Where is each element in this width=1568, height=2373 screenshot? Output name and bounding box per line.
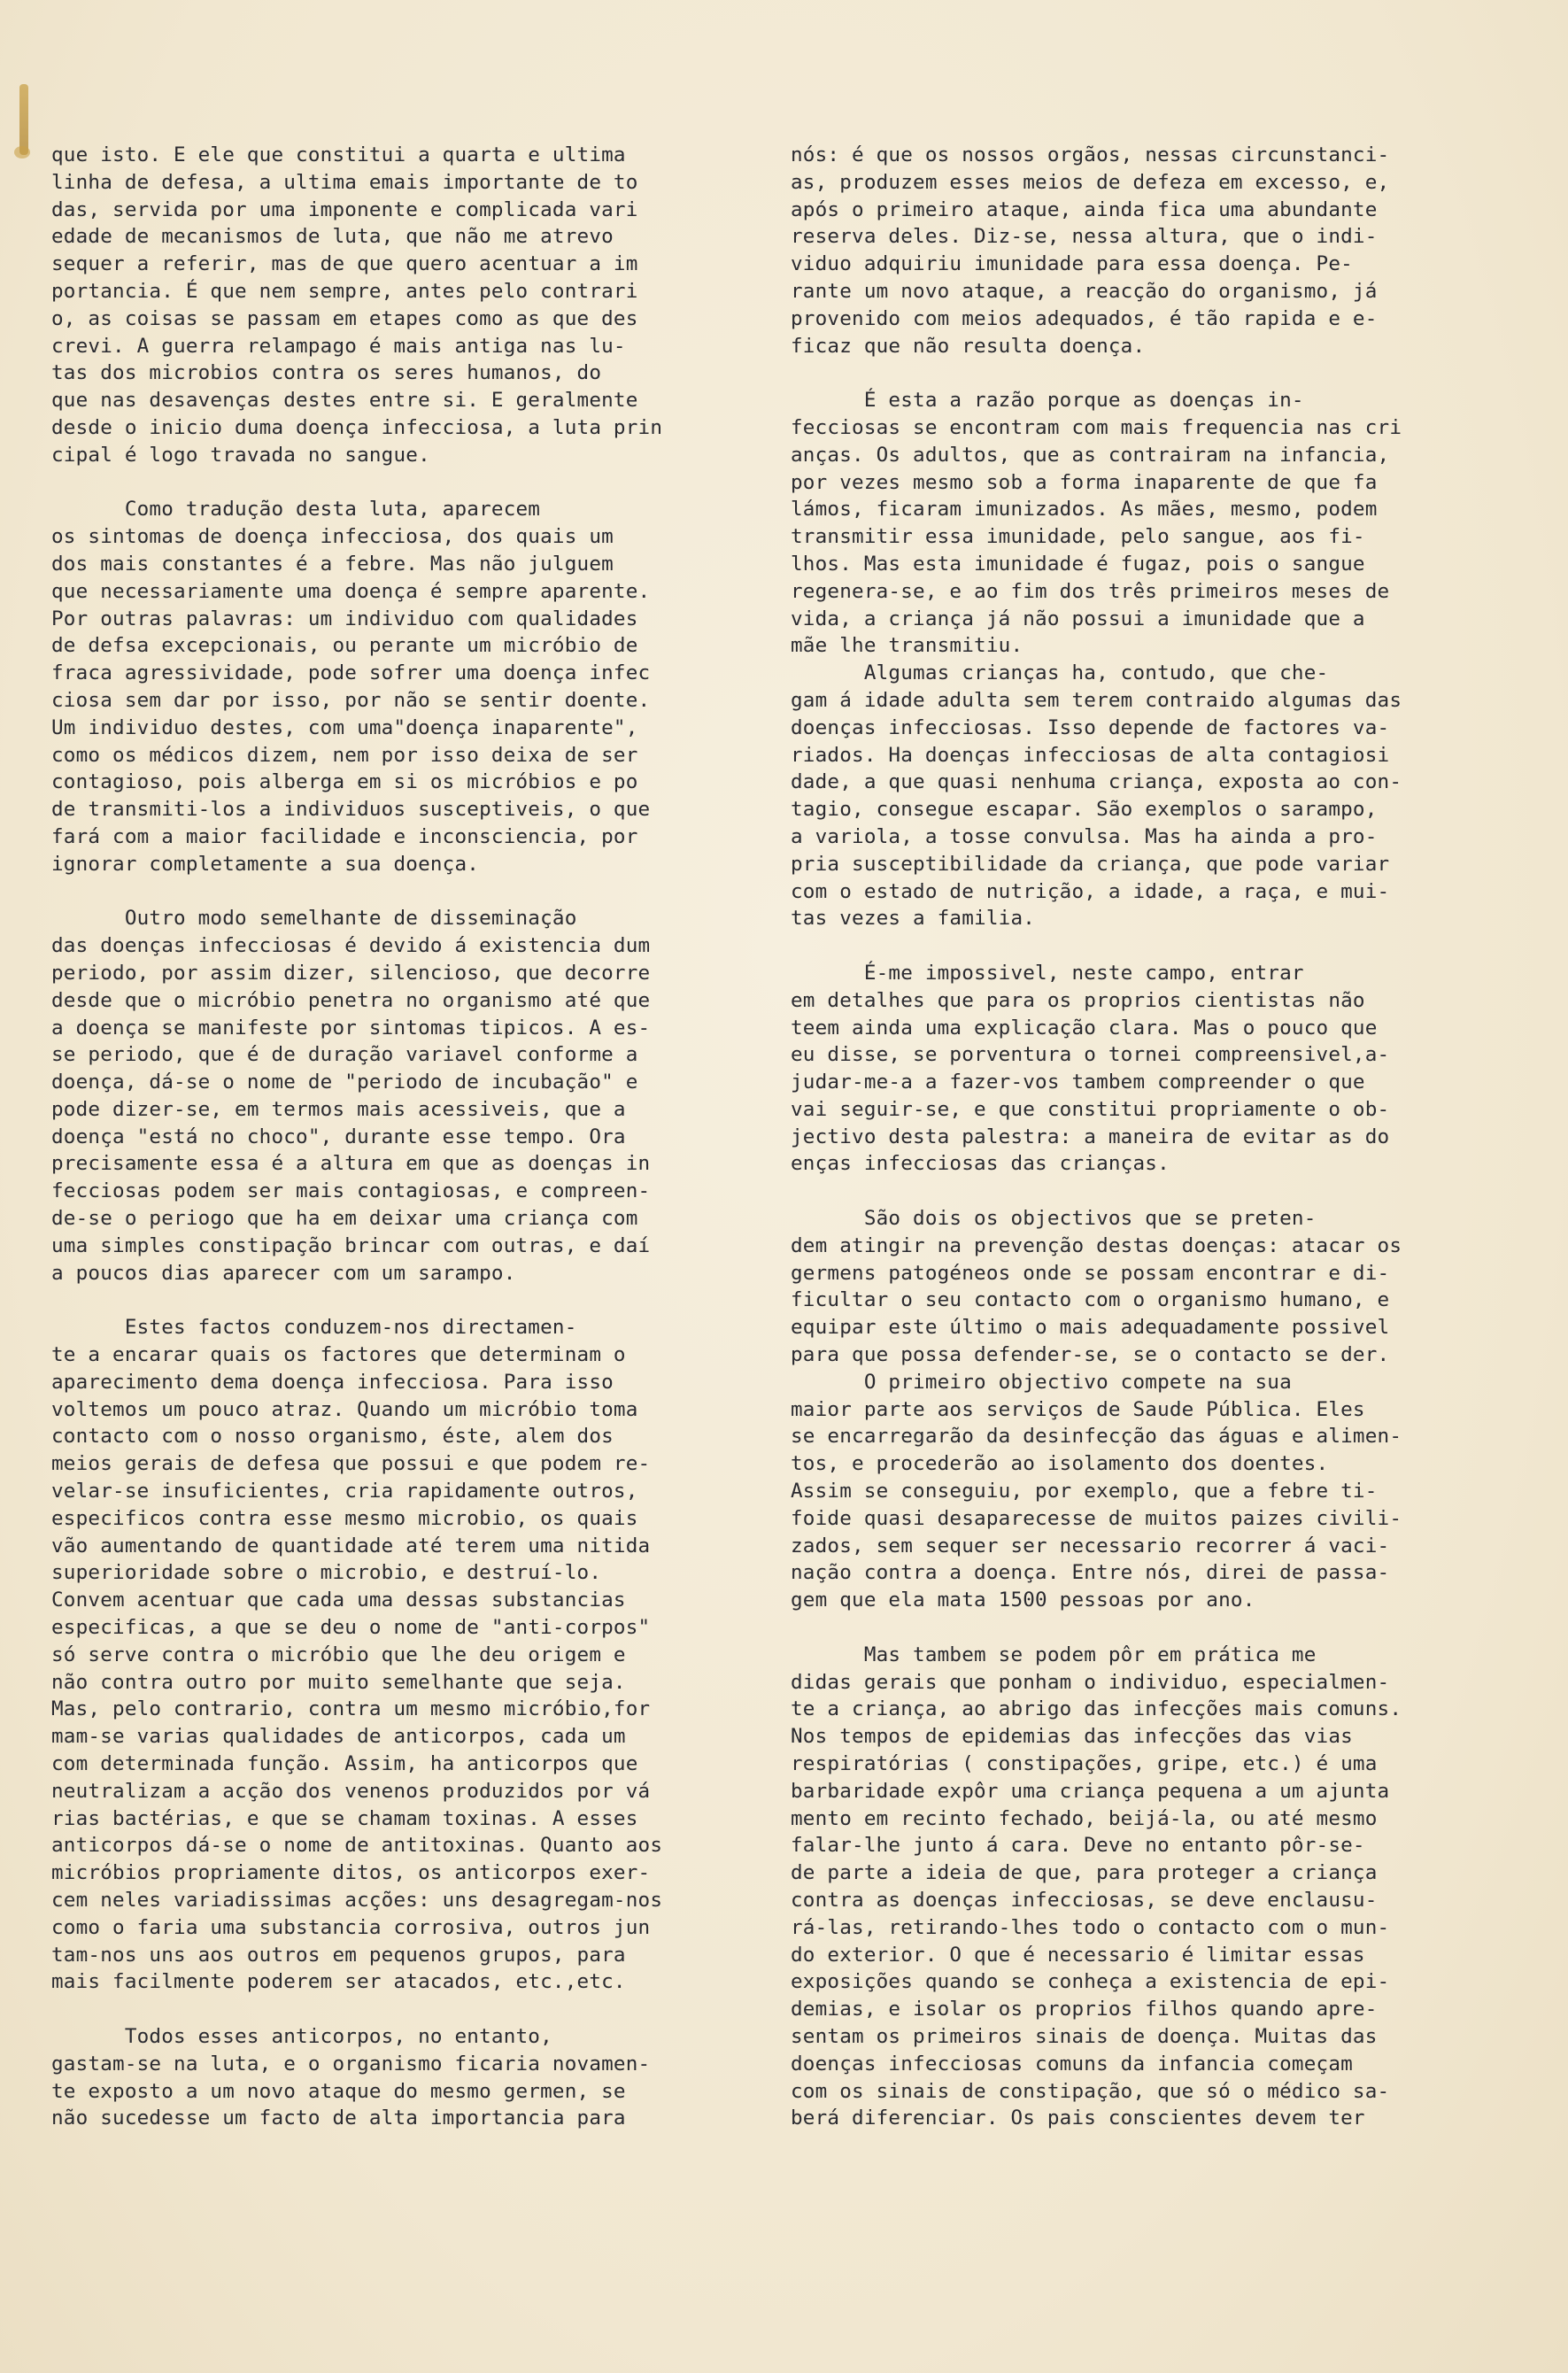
text-line: vão aumentando de quantidade até terem uma nitida	[51, 1534, 651, 1558]
text-line: os sintomas de doença infecciosa, dos quais um	[51, 525, 614, 549]
text-line: mam-se varias qualidades de anticorpos, cada um	[51, 1725, 626, 1749]
text-line: ciosa sem dar por isso, por não se sentir doente.	[51, 688, 651, 712]
text-line: que nas desavenças destes entre si. E geralmente	[51, 389, 638, 413]
text-line: periodo, por assim dizer, silencioso, que decorre	[51, 961, 651, 985]
text-line: de parte a ideia de que, para proteger a criança	[791, 1861, 1378, 1885]
text-line: nós: é que os nossos orgãos, nessas circunstanci-	[791, 143, 1390, 166]
text-line: ficaz que não resulta doença.	[791, 334, 1146, 358]
text-line	[791, 1614, 1526, 1642]
text-line: se periodo, que é de duração variavel conforme a	[51, 1043, 638, 1067]
text-line: eu disse, se porventura o tornei compreensivel,a-	[791, 1043, 1390, 1067]
text-line: fraca agressividade, pode sofrer uma doença infec	[51, 661, 651, 685]
text-line: pode dizer-se, em termos mais acessiveis, que a	[51, 1097, 626, 1121]
text-line: rante um novo ataque, a reacção do organismo, já	[791, 279, 1378, 303]
text-line: Assim se conseguiu, por exemplo, que a febre ti-	[791, 1480, 1378, 1503]
text-line: a poucos dias aparecer com um sarampo.	[51, 1261, 516, 1285]
text-line: pria susceptibilidade da criança, que pode variar	[791, 852, 1390, 876]
text-line: demias, e isolar os proprios filhos quando apre-	[791, 1998, 1378, 2021]
text-line: enças infecciosas das crianças.	[791, 1152, 1170, 1176]
text-line: É esta a razão porque as doenças in-	[791, 389, 1304, 413]
text-line: Mas, pelo contrario, contra um mesmo micróbio,for	[51, 1697, 651, 1721]
text-line: gam á idade adulta sem terem contraido algumas das	[791, 688, 1402, 712]
text-line: fará com a maior facilidade e inconsciencia, por	[51, 824, 638, 848]
text-line	[51, 1287, 760, 1314]
text-line: com os sinais de constipação, que só o médico sa-	[791, 2079, 1390, 2103]
text-line: gastam-se na luta, e o organismo ficaria novamen-	[51, 2052, 651, 2075]
text-line: São dois os objectivos que se preten-	[791, 1207, 1317, 1231]
text-line: não sucedesse um facto de alta importancia para	[51, 2106, 626, 2130]
text-line: especificas, a que se deu o nome de "anti-corpos"	[51, 1616, 651, 1640]
text-line: superioridade sobre o microbio, e destruí-lo.	[51, 1561, 602, 1585]
text-line: em detalhes que para os proprios cientistas não	[791, 988, 1365, 1012]
text-line: mãe lhe transmitiu.	[791, 634, 1023, 658]
text-line: equipar este último o mais adequadamente possivel	[791, 1316, 1390, 1340]
text-line: Como tradução desta luta, aparecem	[51, 498, 541, 522]
text-line: doença, dá-se o nome de "periodo de incubação" e	[51, 1071, 638, 1094]
text-line: exposições quando se conheça a existencia de epi-	[791, 1970, 1390, 1994]
text-line: Um individuo destes, com uma"doença inaparente",	[51, 715, 638, 739]
text-line: edade de mecanismos de luta, que não me atrevo	[51, 225, 614, 249]
text-line: precisamente essa é a altura em que as doenças in	[51, 1152, 651, 1176]
text-line: jectivo desta palestra: a maneira de evitar as do	[791, 1125, 1390, 1148]
text-line: das doenças infecciosas é devido á existencia dum	[51, 934, 651, 958]
text-line: judar-me-a a fazer-vos tambem compreender o que	[791, 1071, 1365, 1094]
text-line: doença "está no choco", durante esse tempo. Ora	[51, 1125, 626, 1148]
text-line: a doença se manifeste por sintomas tipicos. A es-	[51, 1016, 651, 1040]
text-line: barbaridade expôr uma criança pequena a um ajunta	[791, 1779, 1390, 1803]
text-line: respiratórias ( constipações, gripe, etc.) é uma	[791, 1752, 1378, 1776]
text-line: crevi. A guerra relampago é mais antiga nas lu-	[51, 334, 626, 358]
text-line: berá diferenciar. Os pais conscientes devem ter	[791, 2106, 1365, 2130]
text-line: O primeiro objectivo compete na sua	[791, 1370, 1292, 1394]
text-line: teem ainda uma explicação clara. Mas o pouco que	[791, 1016, 1378, 1040]
text-line: zados, sem sequer ser necessario recorrer á vaci-	[791, 1534, 1390, 1558]
text-line: tam-nos uns aos outros em pequenos grupos, para	[51, 1943, 626, 1967]
text-line	[791, 932, 1526, 960]
text-line: rá-las, retirando-lhes todo o contacto com o mun-	[791, 1915, 1390, 1939]
text-line	[51, 1996, 760, 2023]
text-line: meios gerais de defesa que possui e que podem re-	[51, 1452, 651, 1476]
text-line: cipal é logo travada no sangue.	[51, 443, 430, 467]
rust-stain	[19, 84, 28, 155]
text-line: neutralizam a acção dos venenos produzidos por vá	[51, 1779, 651, 1803]
text-line: transmitir essa imunidade, pelo sangue, aos fi-	[791, 525, 1365, 549]
text-line: dos mais constantes é a febre. Mas não julguem	[51, 552, 614, 576]
text-line: cem neles variadissimas acções: uns desagregam-nos	[51, 1889, 663, 1912]
text-line	[51, 469, 760, 497]
text-line: voltemos um pouco atraz. Quando um micróbio toma	[51, 1397, 638, 1421]
text-line: te a encarar quais os factores que determinam o	[51, 1343, 626, 1367]
text-line: de defsa excepcionais, ou perante um micróbio de	[51, 634, 638, 658]
text-line: que necessariamente uma doença é sempre aparente.	[51, 579, 651, 603]
text-line: É-me impossivel, neste campo, entrar	[791, 961, 1304, 985]
text-line: lhos. Mas esta imunidade é fugaz, pois o sangue	[791, 552, 1365, 576]
text-line: do exterior. O que é necessario é limitar essas	[791, 1943, 1365, 1967]
text-line: desde que o micróbio penetra no organismo até que	[51, 988, 651, 1012]
text-line: uma simples constipação brincar com outras, e daí	[51, 1233, 651, 1257]
text-line: após o primeiro ataque, ainda fica uma abundante	[791, 197, 1378, 221]
text-line: anticorpos dá-se o nome de antitoxinas. Quanto aos	[51, 1834, 663, 1858]
right-text-column	[791, 142, 1526, 2132]
text-line: regenera-se, e ao fim dos três primeiros meses de	[791, 579, 1390, 603]
text-line: mais facilmente poderem ser atacados, etc.,etc.	[51, 1970, 626, 1994]
text-line: como o faria uma substancia corrosiva, outros jun	[51, 1915, 651, 1939]
text-line: didas gerais que ponham o individuo, especialmen-	[791, 1670, 1390, 1694]
text-line: viduo adquiriu imunidade para essa doença. Pe-	[791, 252, 1353, 276]
text-line: gem que ela mata 1500 pessoas por ano.	[791, 1588, 1255, 1612]
text-line: dade, a que quasi nenhuma criança, exposta ao con-	[791, 770, 1402, 794]
text-line: para que possa defender-se, se o contacto se der.	[791, 1343, 1390, 1367]
text-line: contacto com o nosso organismo, éste, alem dos	[51, 1425, 614, 1449]
text-line: fecciosas se encontram com mais frequencia nas cri	[791, 415, 1402, 439]
text-line: fecciosas podem ser mais contagiosas, e compreen-	[51, 1179, 651, 1203]
text-line: foide quasi desaparecesse de muitos paizes civili-	[791, 1506, 1402, 1530]
text-line: o, as coisas se passam em etapes como as que des	[51, 306, 638, 330]
text-line: reserva deles. Diz-se, nessa altura, que o indi-	[791, 225, 1378, 249]
text-line: desde o inicio duma doença infecciosa, a luta prin	[51, 415, 663, 439]
text-line: portancia. É que nem sempre, antes pelo contrari	[51, 279, 638, 303]
text-line: especificos contra esse mesmo microbio, os quais	[51, 1506, 638, 1530]
text-line: por vezes mesmo sob a forma inaparente de que fa	[791, 470, 1378, 494]
text-line: com determinada função. Assim, ha anticorpos que	[51, 1752, 638, 1776]
text-line: mento em recinto fechado, beijá-la, ou até mesmo	[791, 1806, 1378, 1830]
text-line: tos, e procederão ao isolamento dos doentes.	[791, 1452, 1329, 1476]
text-line: as, produzem esses meios de defeza em excesso, e,	[791, 170, 1390, 194]
text-line: só serve contra o micróbio que lhe deu origem e	[51, 1643, 626, 1666]
text-line: contra as doenças infecciosas, se deve enclausu-	[791, 1889, 1378, 1912]
text-line: micróbios propriamente ditos, os anticorpos exer-	[51, 1861, 651, 1885]
text-line: maior parte aos serviços de Saude Pública. Eles	[791, 1397, 1365, 1421]
text-line: doenças infecciosas. Isso depende de factores va-	[791, 715, 1390, 739]
text-line: tas dos microbios contra os seres humanos, do	[51, 361, 602, 385]
text-line: Convem acentuar que cada uma dessas substancias	[51, 1588, 626, 1612]
text-line: de transmiti-los a individuos susceptiveis, o que	[51, 798, 651, 822]
text-line: provenido com meios adequados, é tão rapida e e-	[791, 306, 1378, 330]
text-line: Por outras palavras: um individuo com qualidades	[51, 607, 638, 630]
text-line	[791, 359, 1526, 387]
text-line: como os médicos dizem, nem por isso deixa de ser	[51, 743, 638, 767]
text-line: de-se o periogo que ha em deixar uma criança com	[51, 1207, 638, 1231]
text-line: Todos esses anticorpos, no entanto,	[51, 2024, 552, 2048]
text-line: anças. Os adultos, que as contrairam na infancia,	[791, 443, 1390, 467]
text-line: falar-lhe junto á cara. Deve no entanto pôr-se-	[791, 1834, 1365, 1858]
text-line: dem atingir na prevenção destas doenças: atacar os	[791, 1233, 1402, 1257]
text-line: a variola, a tosse convulsa. Mas ha ainda a pro-	[791, 824, 1378, 848]
text-line: Estes factos conduzem-nos directamen-	[51, 1316, 577, 1340]
text-line: tagio, consegue escapar. São exemplos o sarampo,	[791, 798, 1378, 822]
text-line	[51, 878, 760, 906]
text-line: ignorar completamente a sua doença.	[51, 852, 480, 876]
text-line: linha de defesa, a ultima emais importante de to	[51, 170, 638, 194]
text-line: aparecimento dema doença infecciosa. Para isso	[51, 1370, 614, 1394]
text-line: não contra outro por muito semelhante que seja.	[51, 1670, 626, 1694]
text-line: vai seguir-se, e que constitui propriamente o ob-	[791, 1097, 1390, 1121]
text-line: te a criança, ao abrigo das infecções mais comuns.	[791, 1697, 1402, 1721]
left-text-column	[51, 142, 760, 2132]
text-line: rias bactérias, e que se chamam toxinas. A esses	[51, 1806, 638, 1830]
text-line: doenças infecciosas comuns da infancia começam	[791, 2052, 1353, 2075]
text-line: tas vezes a familia.	[791, 907, 1036, 931]
text-line: vida, a criança já não possui a imunidade que a	[791, 607, 1365, 630]
text-line: nação contra a doença. Entre nós, direi de passa-	[791, 1561, 1390, 1585]
text-line: contagioso, pois alberga em si os micróbios e po	[51, 770, 638, 794]
text-line: se encarregarão da desinfecção das águas e alimen-	[791, 1425, 1402, 1449]
text-line: velar-se insuficientes, cria rapidamente outros,	[51, 1480, 638, 1503]
text-line: Nos tempos de epidemias das infecções das vias	[791, 1725, 1353, 1749]
text-line: das, servida por uma imponente e complicada vari	[51, 197, 638, 221]
text-line: sentam os primeiros sinais de doença. Muitas das	[791, 2024, 1378, 2048]
text-line: germens patogéneos onde se possam encontrar e di-	[791, 1261, 1390, 1285]
text-line: ficultar o seu contacto com o organismo humano, e	[791, 1288, 1390, 1312]
text-line: que isto. E ele que constitui a quarta e ultima	[51, 143, 626, 166]
text-line: Outro modo semelhante de disseminação	[51, 907, 577, 931]
text-line: Algumas crianças ha, contudo, que che-	[791, 661, 1329, 685]
text-line	[791, 1178, 1526, 1205]
text-line: com o estado de nutrição, a idade, a raça, e mui-	[791, 879, 1390, 903]
text-line: riados. Ha doenças infecciosas de alta contagiosi	[791, 743, 1390, 767]
rust-spot	[14, 146, 30, 158]
text-line: te exposto a um novo ataque do mesmo germen, se	[51, 2079, 626, 2103]
text-line: Mas tambem se podem pôr em prática me	[791, 1643, 1317, 1666]
text-line: lámos, ficaram imunizados. As mães, mesmo, podem	[791, 498, 1378, 522]
text-line: sequer a referir, mas de que quero acentuar a im	[51, 252, 638, 276]
